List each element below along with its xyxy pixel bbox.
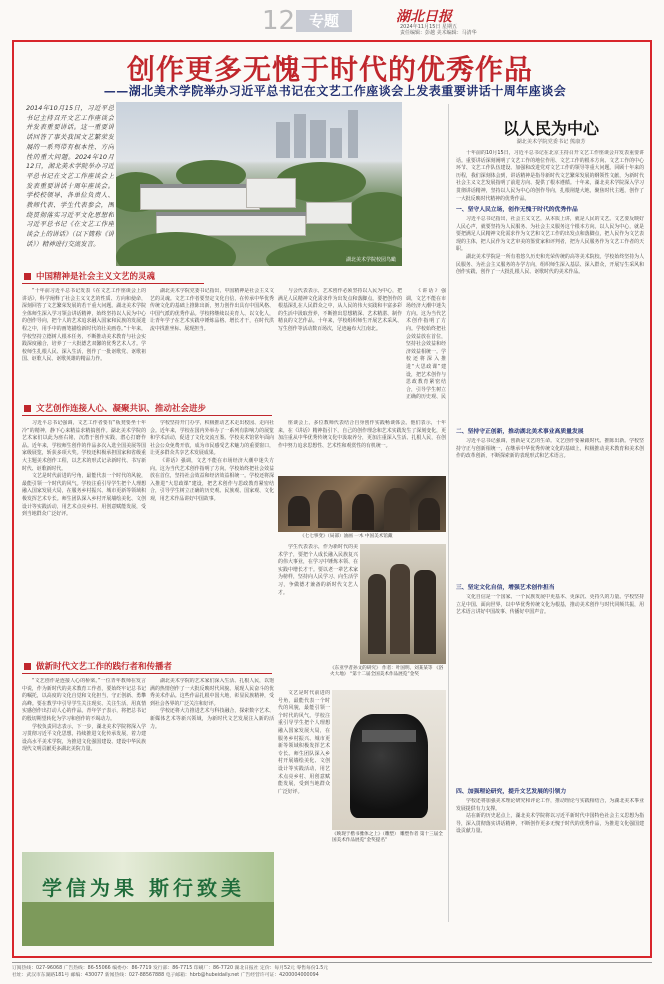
campus-photo (116, 102, 402, 266)
headline: 创作更多无愧于时代的优秀作品 (126, 53, 533, 86)
section-heading-1: 中国精神是社会主义文艺的灵魂 (22, 270, 204, 284)
commentary-subhead-2: 二、坚持守正创新，推动湖北美术事业高质量发展 (456, 429, 584, 435)
body-column-2b: 学校坚持开门办学，积极推动艺术走出校园、走向社会。近年来，学校在国内外举办了一系列有影响力的展览和学术活动，促进了文化交流互鉴。学校美术馆常年面向社会公众免费开放，成为市民感受艺术魅力的重要窗口，让更多群众共享艺术发展成果。 《讲话》强调，文艺不能在市场经济大潮中迷失方向。这为当代艺术创作指明了方向。学校始终把社会效益放在首位，坚持社会效益和经济效益相统一。学校还将深入推进“大思政课”建设，把艺术创作与思政教育紧密结合，引导学生树立正确的历史观、民族观、国家观、文化观，用艺术作品讲好中国故事。 (150, 420, 274, 502)
section-label: 专题 (296, 10, 352, 32)
commentary-byline: 湖北美术学院党委书记 熊康芳 (516, 139, 586, 145)
masthead-date: 2024年11月15日 星期五 (400, 24, 458, 30)
lead-paragraph: 2014年10月15日，习近平总书记主持召开文艺工作座谈会并发表重要讲话。这一重要讲话回答了事关我国文艺繁荣发展的一系列带有根本性、方向性的重大问题。2024年10月12日，湖北美术学院举办习近平总书记在文艺工作座谈会上发表重要讲话十周年座谈会。学校校领导、各单位负责人、教师代表、学生代表参会，围绕贯彻落实习近平文化思想和习近平总书记《在文艺工作座谈会上的讲话》（以下简称《讲话》）精神进行交流发言。 (26, 104, 114, 248)
subheadline: ——湖北美术学院举办习近平总书记在文艺工作座谈会上发表重要讲话十周年座谈会 (103, 84, 567, 98)
column-divider (448, 104, 449, 922)
commentary-subhead-3: 三、坚定文化自信，增强艺术创作担当 (456, 585, 555, 591)
section-heading-3: 做新时代文艺工作的践行者和传播者 (22, 660, 272, 674)
commentary-para-4: 文化自信是一个国家、一个民族发展中更基本、更深沉、更持久的力量。学校坚持立足中国、面向世界，以中华优秀传统文化为根基，推动美术创作与时代同频共振，用艺术语言讲好中国故事、传播好中国声音。 (456, 594, 644, 616)
body-column-2c: 座谈会上，多位教师代表结合自身创作实践畅谈体会。他们表示，十年来，在《讲话》精神指引下，自己的创作理念和艺术实践发生了深刻变化，更加注重从中华优秀传统文化中汲取养分，更加注重深入生活、扎根人民，在创作中努力追求思想性、艺术性和观赏性的有机统一。 (278, 420, 446, 449)
commentary-para-3: 习近平总书记强调，创新是文艺的生命。文艺创作要紧跟时代、推陈出新。学校坚持守正与创新相统一，在继承中华优秀传统文化的基础上，积极推动美术教育和美术创作的改革创新，不断探索新的表现形式和艺术语言。 (456, 438, 644, 460)
body-column-1d: 《讲话》强调，文艺不能在市场经济大潮中迷失方向。这为当代艺术创作指明了方向。学校始终把社会效益放在首位，坚持社会效益和经济效益相统一。学校还将深入推进“大思政课”建设，把艺术创作与思政教育紧密结合，引导学生树立正确的历史观、民 (406, 288, 446, 400)
footer-line-1: 订阅热线：027-96068 广告热线：86-55066 编委办：86-7719 发行部：86-7715 印刷厂：86-7720 湖北日报社 定价：每月52元 零售每份1.5元 (12, 962, 652, 972)
painting-crowd-caption: 《七七事变》（局部）油画 一木 中国美术馆藏 (300, 534, 393, 539)
body-column-2d: 学生代表表示，作为新时代的美术学子，要把个人成长融入民族复兴的伟大事业，在学习中锤炼本领、在实践中增长才干。要以老一辈艺术家为榜样，坚持向人民学习、向生活学习，争做德才兼备的新时代文艺人才。 (278, 544, 358, 596)
footer-line-2: 社址：武汉市东湖路181号 邮编：430077 新闻热线：027-88567888 电子邮箱：hbrb@hubeidaily.net 广告经营许可证：4200004000094 (12, 973, 319, 978)
masthead-meta (400, 24, 477, 36)
masthead-editors: 责任编辑：彭越 美术编辑：马清华 (400, 30, 477, 36)
painting-sculpture-caption: 《映现于楷书雅体之上》（雕塑） 雕塑作者 第十三届全国美术作品展览“金奖提名” (332, 832, 443, 844)
banner-photo (22, 852, 274, 946)
footer (12, 962, 652, 979)
painting-figures-caption: 《东亚学者孙文的研究》 作者：叶国明、刘某某等 《浴火大地》 “第十二届全国美术作品展览”金奖 (330, 666, 444, 678)
commentary-para-2: 习近平总书记指出，社会主义文艺，从本质上讲，就是人民的文艺。文艺要反映好人民心声，就要坚持为人民服务、为社会主义服务这个根本方向。以人民为中心，就是要把满足人民精神文化需求作为文艺和文艺工作的出发点和落脚点，把人民作为文艺表现的主体，把人民作为文艺审美的鉴赏家和评判者，把为人民服务作为文艺工作者的天职。 湖北美术学院是一所有着悠久历史和光荣传统的高等美术院校。学校始终坚持为人民服务、为社会主义服务的办学方向，组织师生深入基层、深入群众，开展写生采风和创作实践，创作了一大批扎根人民、讴歌时代的美术作品。 (456, 216, 644, 276)
painting-figures (360, 544, 446, 664)
body-column-1c: 与会代表表示，艺术创作必须坚持以人民为中心，把满足人民精神文化需求作为出发点和落脚点。要把创作的根基深扎在人民群众之中，从人民的伟大实践和丰富多彩的生活中汲取营养，不断推出思想精深、艺术精湛、制作精良的文艺作品。十年来，学校组织师生开展艺术采风、写生创作等活动数百场次，足迹遍布大江南北。 (278, 288, 402, 332)
page-number: 12 (262, 6, 296, 36)
masthead (0, 0, 664, 38)
commentary-para-5: 学校还将加强美术理论研究和评论工作，推动理论与实践相结合，为湖北美术事业发展提供有力支撑。 站在新的历史起点上，湖北美术学院将以习近平新时代中国特色社会主义思想为指导，深入贯彻落实讲话精神，不断创作更多无愧于时代的优秀作品，为推进文化强国建设贡献力量。 (456, 798, 644, 835)
commentary-para-1: 十年前的10月15日，习近平总书记在北京主持召开文艺工作座谈会并发表重要讲话。重要讲话深刻阐明了文艺工作的地位作用、文艺工作的根本方向、文艺工作的中心环节、文艺工作队伍建设、加强和改进党对文艺工作的领导等重大问题。回顾十年来的历程，我们深刻体会到，讲话精神是指导新时代文艺繁荣发展的纲领性文献，为新时代社会主义文艺发展指明了前进方向、提供了根本遵循。十年来，湖北美术学院深入学习贯彻讲话精神，坚持以人民为中心的创作导向，扎根荆楚大地，聚焦时代主题，创作了一大批反映时代精神的优秀作品。 (456, 150, 644, 202)
campus-photo-caption: 湖北美术学院校园鸟瞰 (345, 257, 396, 263)
body-column-1a: “十年前习近平总书记发表《在文艺工作座谈会上的讲话》，科学阐释了社会主义文艺的性质、方向和使命，深刻回答了文艺繁荣发展的若干重大问题。湖北美术学院全体师生深入学习领会讲话精神，始终坚持以人民为中心的创作导向，把个人的艺术追求融入国家和民族的发展进程之中，用手中的画笔描绘新时代的壮美画卷。”十年来，学校坚持立德树人根本任务，不断推动美术教育与社会实践深度融合，培养了一大批德艺双馨的优秀艺术人才。学校师生扎根人民、深入生活，创作了一批讴歌党、讴歌祖国、讴歌人民、讴歌英雄的精品力作。 (22, 288, 146, 363)
body-column-1b: 湖北美术学院党委书记指出，中国精神是社会主义文艺的灵魂。文艺工作者要坚定文化自信，在传承中华优秀传统文化的基础上推陈出新，努力创作出具有中国风格、中国气派的优秀作品。学校将继续以美育人、以文化人，让青年学子在艺术实践中锤炼品格、增长才干，在时代洪流中找准坐标、展现担当。 (150, 288, 274, 332)
painting-sculpture (332, 690, 446, 830)
commentary-subhead-1: 一、坚守人民立场，创作无愧于时代的优秀作品 (456, 207, 578, 213)
body-column-3b: 湖北美术学院的艺术家们深入生活、扎根人民，以饱满的热情创作了一大批反映时代风貌、展现人民奋斗的优秀美术作品。这些作品扎根中国大地，彰显民族精神，受到社会各界的广泛关注和好评。 学校还将大力推进艺术与科技融合，探索数字艺术、新媒体艺术等新兴领域，为新时代文艺发展注入新的活力。 (150, 678, 274, 730)
body-column-3c: 文艺是时代前进的号角，最能代表一个时代的风貌，最能引领一个时代的风气。学校注重引导学生把个人理想融入国家发展大局，在服务乡村振兴、城市更新等领域积极发挥艺术专长。师生团队深入乡村开展墙绘美化、文创设计等实践活动，用艺术点亮乡村、用创意赋能发展，受到当地群众广泛好评。 (278, 690, 330, 795)
newspaper-logo: 湖北日报 (396, 9, 452, 25)
body-column-2a: 习近平总书记强调，文艺工作者要有“板凳要坐十年冷”的精神，静下心来精益求精搞创作。湖北美术学院的艺术家们以此为座右铭，沉潜于创作实践，潜心打磨作品。近年来，学校师生创作的作品多次入选全国美展等国家级展览，斩获多项大奖。学校还积极承担国家和省级重大主题美术创作工程，以艺术的形式记录新时代、书写新时代、讴歌新时代。 文艺是时代前进的号角，最能代表一个时代的风貌，最能引领一个时代的风气。学校注重引导学生把个人理想融入国家发展大局，在服务乡村振兴、城市更新等领域积极发挥艺术专长。师生团队深入乡村开展墙绘美化、文创设计等实践活动，用艺术点亮乡村、用创意赋能发展，受到当地群众广泛好评。 (22, 420, 146, 518)
painting-crowd (278, 476, 446, 532)
banner-calligraphy: 学信为果 斯行致美 (42, 876, 245, 900)
commentary-title: 以人民为中心 (502, 119, 599, 138)
commentary-subhead-4: 四、加强理论研究，提升文艺发展的引领力 (456, 789, 567, 795)
section-heading-2: 文艺创作连接人心、凝聚共识、推动社会进步 (22, 402, 272, 416)
body-column-3a: “文艺创作是连接人心的桥梁。”一位青年教师在发言中说，作为新时代的美术教育工作者，要始终牢记总书记的嘱托，以高度的文化自觉和文化担当，守正创新、勇攀高峰。要在教学中引导学生关注现实、关注生活，用真情实感创作出打动人心的作品。青年学子表示，将把总书记的殷切期望转化为学习和创作的不竭动力。 学校负责同志表示，下一步，湖北美术学院将深入学习贯彻习近平文化思想，持续推进文化传承发展，着力建设高水平美术学院，为推进文化强国建设、建设中华民族现代文明贡献更多湖北美院力量。 (22, 678, 146, 753)
